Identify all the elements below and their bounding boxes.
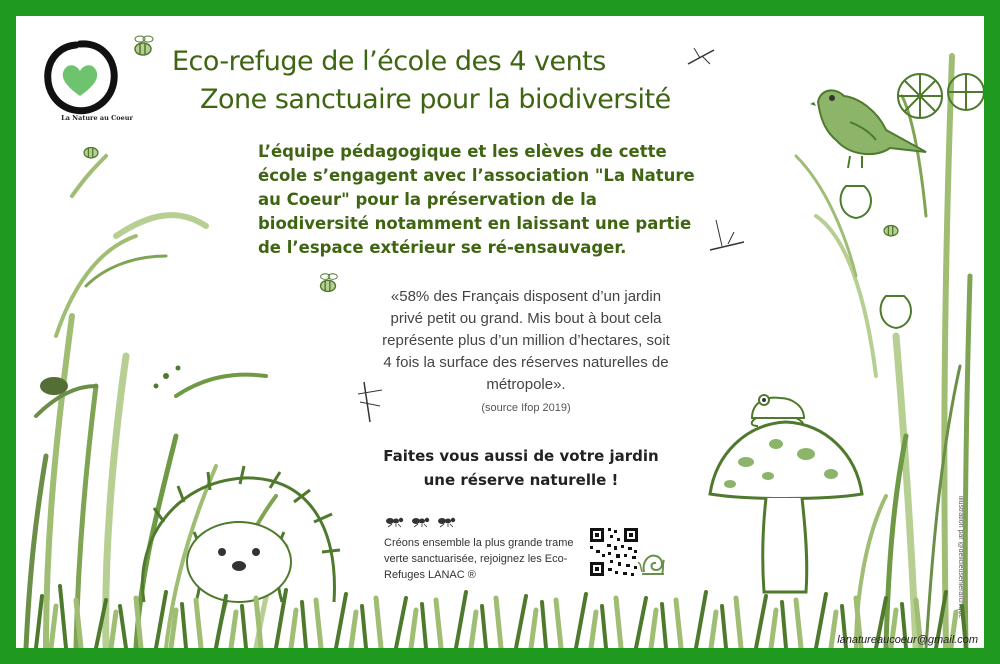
title-line-1: Eco-refuge de l’école des 4 vents [172, 46, 606, 77]
join-text: Créons ensemble la plus grande trame verte sanctuarisée, rejoignez les Eco-Refuges LANAC ® [384, 537, 574, 581]
intro-paragraph: L’équipe pédagogique et les elèves de cette école s’engagent avec l’association "La Nature au Coeur" pour la préservation de la biodiversité notamment en laissant une partie de l’espace extérieur se ré-ensauvager. [258, 142, 695, 257]
title-line-2: Zone sanctuaire pour la biodiversité [200, 84, 671, 115]
call-to-action: Faites vous aussi de votre jardin une réserve naturelle ! [383, 447, 659, 489]
contact-email[interactable]: lanatureaucoeur@gmail.com [837, 634, 978, 646]
ant-icon [382, 512, 472, 528]
statistic-quote: «58% des Français disposent d’un jardin privé petit ou grand. Mis bout à bout cela représente plus d’un million d’hectares, soit 4 fois la surface des réserves naturelles de métropole». [382, 288, 670, 393]
bee-icon [128, 32, 158, 62]
heart-icon [63, 65, 97, 96]
logo-text: La Nature au Coeur [61, 114, 133, 122]
dragonfly-icon [356, 378, 386, 426]
bee-icon [314, 270, 342, 298]
quote-source: (source Ifop 2019) [481, 402, 571, 414]
poster [16, 16, 984, 648]
dragonfly-icon [684, 44, 720, 68]
logo-circle-icon [42, 40, 118, 116]
illustration-credit: illustration par @delicieusehierarchique [957, 496, 964, 619]
qr-code-icon[interactable] [588, 526, 640, 578]
bird-icon [810, 82, 930, 172]
snail-icon [638, 542, 668, 578]
mushroom-icon [706, 414, 866, 594]
bee-icon [78, 138, 104, 164]
